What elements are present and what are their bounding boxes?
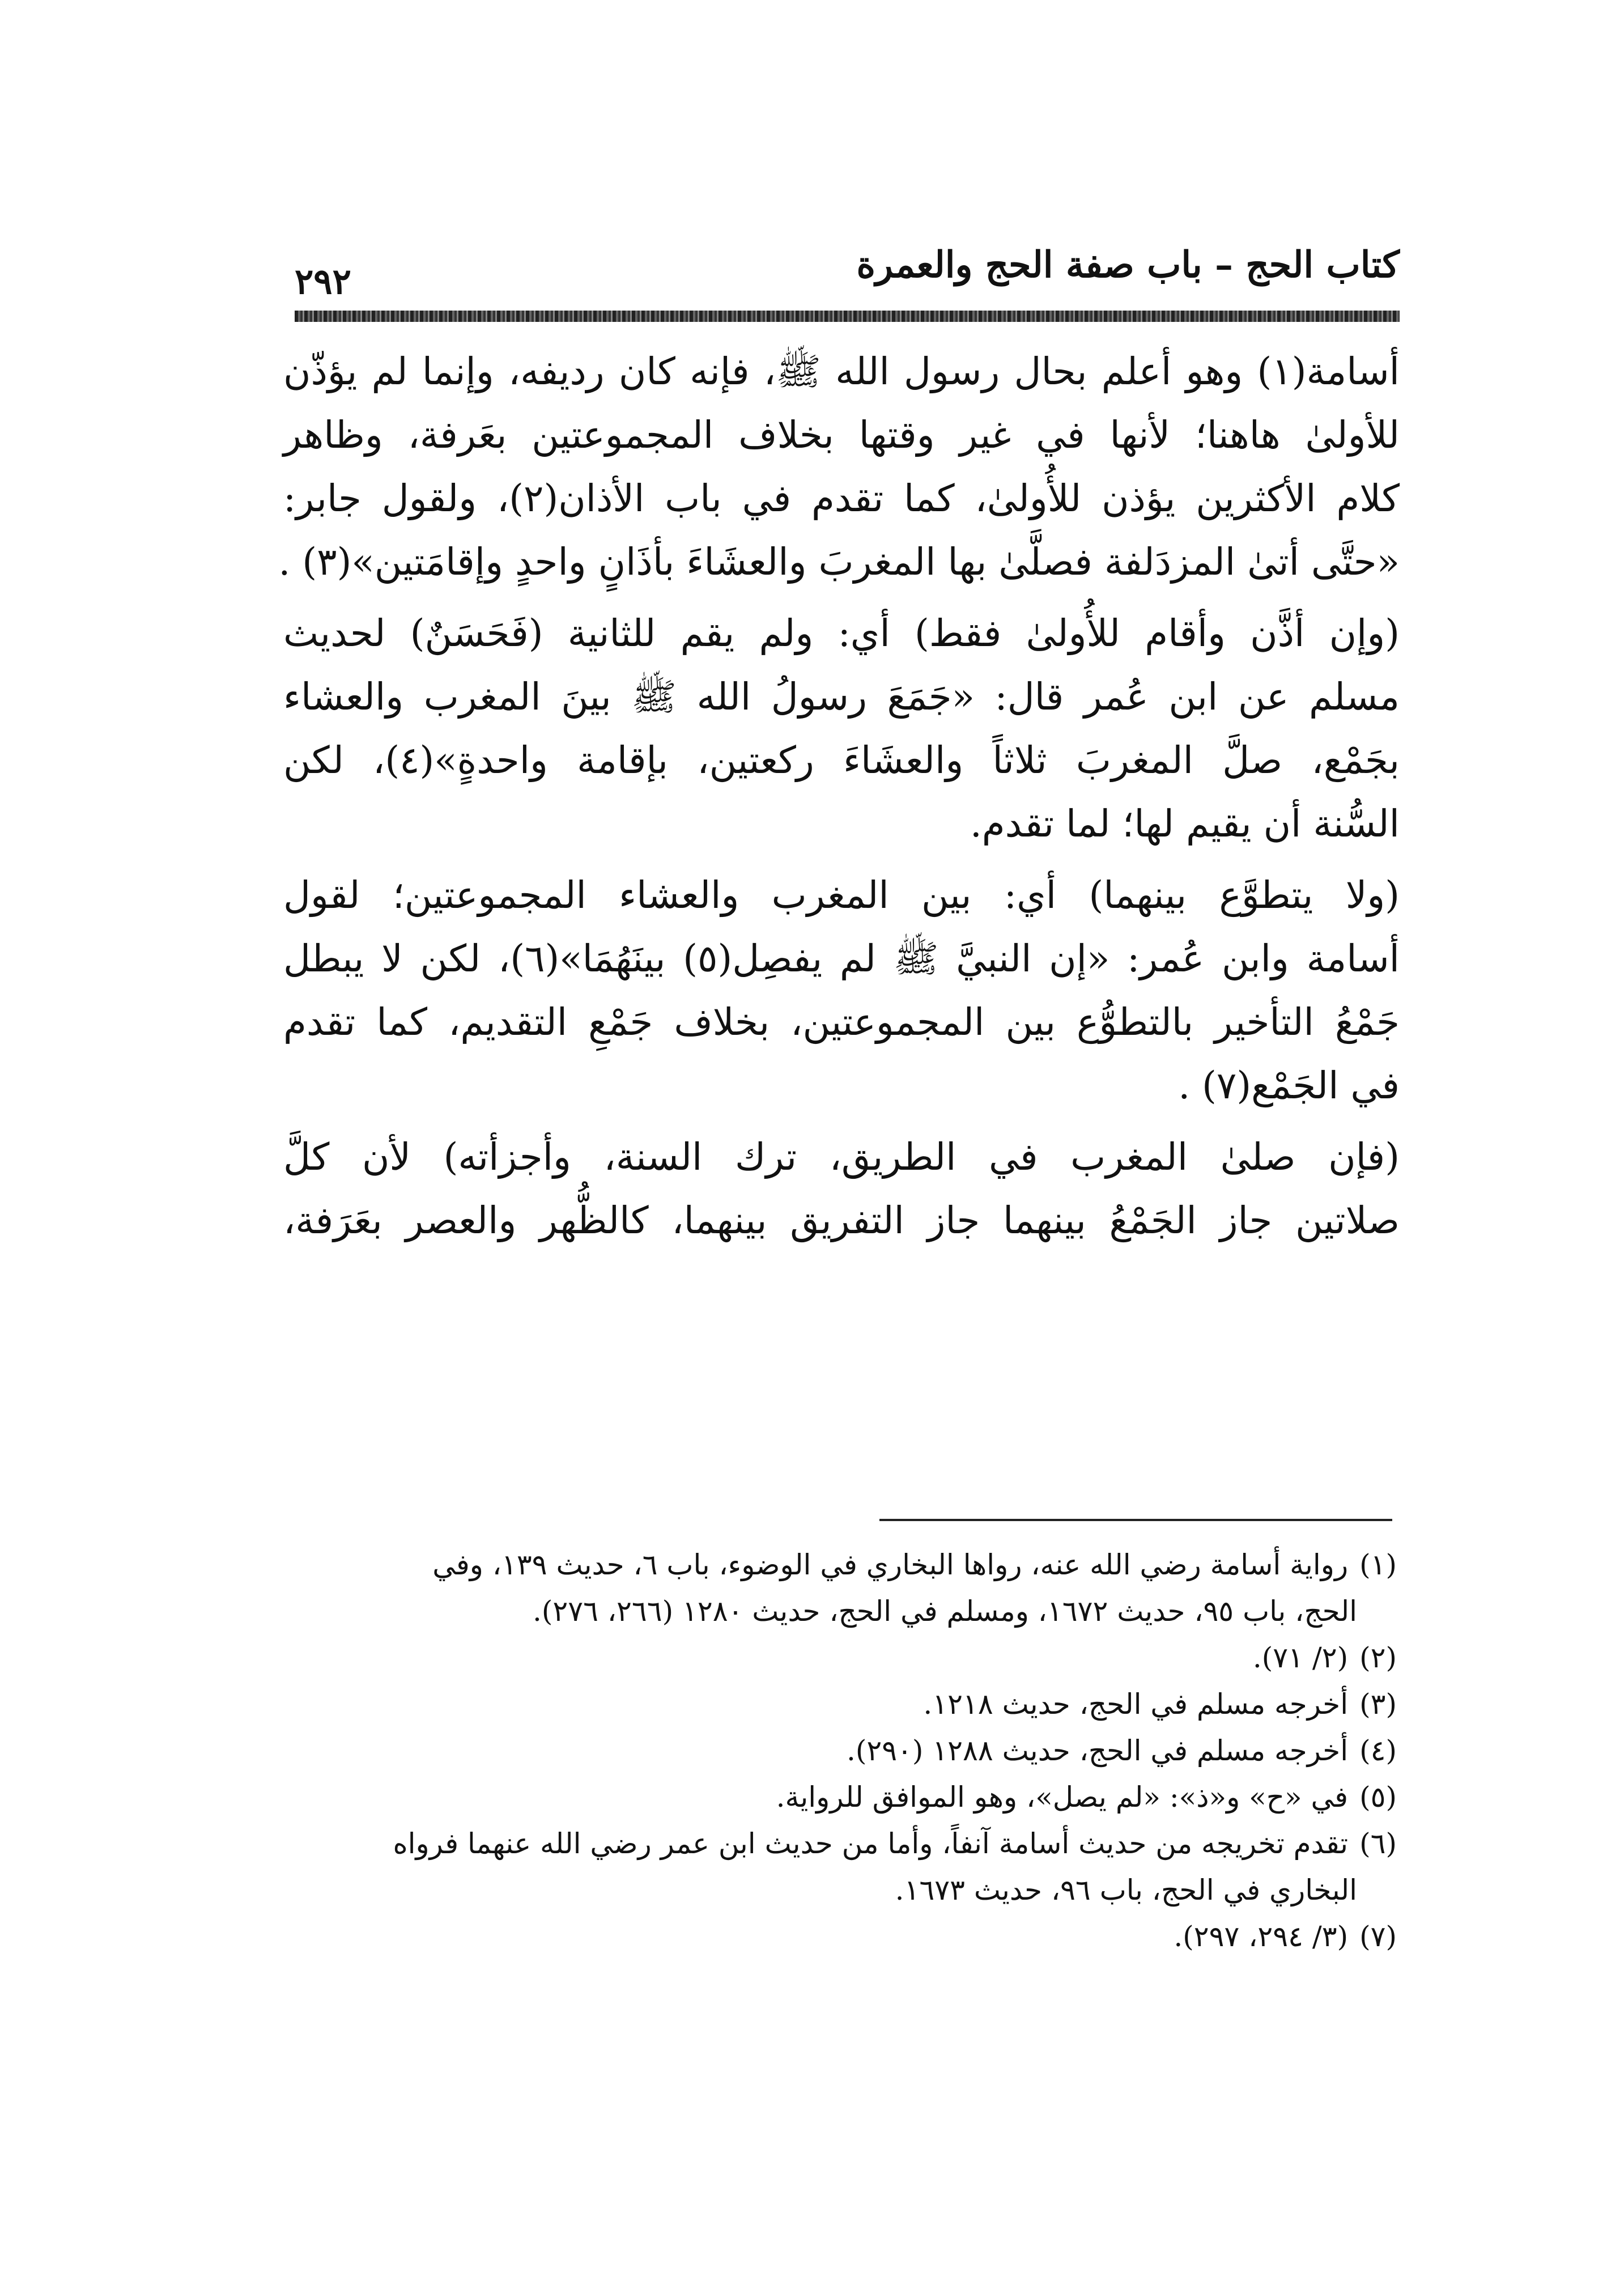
footnote-text: أخرجه مسلم في الحج، حديث ١٢٨٨ (٢٩٠). — [846, 1734, 1349, 1767]
main-text — [278, 340, 1400, 1260]
footnote-number: (٥) — [1359, 1781, 1397, 1814]
paragraph-4 — [283, 1126, 1400, 1252]
footnote-4 — [272, 1727, 1397, 1774]
footnote-1 — [272, 1542, 1397, 1588]
footnote-6 — [272, 1820, 1397, 1867]
footnote-number: (٣) — [1359, 1688, 1397, 1721]
footnotes — [272, 1542, 1397, 1960]
paragraph-3 — [283, 864, 1400, 1118]
footnote-text: (٢/ ٧١). — [1252, 1641, 1349, 1674]
paragraph-2 — [283, 602, 1400, 856]
text-line: أسامة(١) وهو أعلم بحال رسول الله ﷺ، فإنه كان رديفه، وإنما لم يؤذّن — [283, 350, 1400, 393]
footnote-3 — [272, 1681, 1397, 1727]
text-line: (فإن صلىٰ المغرب في الطريق، ترك السنة، وأجزأته) لأن كلَّ — [283, 1135, 1400, 1179]
text-line: (ولا يتطوَّع بينهما) أي: بين المغرب والعشاء المجموعتين؛ لقول — [283, 873, 1400, 917]
footnote-6-continued: البخاري في الحج، باب ٩٦، حديث ١٦٧٣. — [895, 1874, 1357, 1906]
footnote-text: (٣/ ٢٩٤، ٢٩٧). — [1174, 1920, 1349, 1953]
footnote-2 — [272, 1634, 1397, 1681]
header-rule — [295, 311, 1400, 322]
text-line: أسامة وابن عُمر: «إن النبيَّ ﷺ لم يفصِل(٥) بينَهُمَا»(٦)، لكن لا يبطل — [283, 937, 1400, 980]
footnote-5 — [272, 1774, 1397, 1820]
footnote-text: تقدم تخريجه من حديث أسامة آنفاً، وأما من حديث ابن عمر رضي الله عنهما فرواه — [393, 1827, 1349, 1860]
page-header — [295, 238, 1400, 306]
footnote-text: أخرجه مسلم في الحج، حديث ١٢١٨. — [923, 1688, 1349, 1721]
text-line: السُّنة أن يقيم لها؛ لما تقدم. — [970, 802, 1400, 846]
footnote-7 — [272, 1913, 1397, 1960]
text-line: بجَمْع، صلَّ المغربَ ثلاثاً والعشَاءَ ركعتين، بإقامة واحدةٍ»(٤)، لكن — [283, 738, 1400, 782]
text-line: جَمْعُ التأخير بالتطوُّع بين المجموعتين، بخلاف جَمْعِ التقديم، كما تقدم — [283, 1000, 1400, 1044]
text-line: (وإن أذَّن وأقام للأُولىٰ فقط) أي: ولم يقم للثانية (فَحَسَنٌ) لحديث — [283, 612, 1400, 655]
footnote-number: (٧) — [1359, 1920, 1397, 1953]
footnote-text: رواية أسامة رضي الله عنه، رواها البخاري في الوضوء، باب ٦، حديث ١٣٩، وفي — [432, 1548, 1349, 1581]
footnote-1-continued: الحج، باب ٩٥، حديث ١٦٧٢، ومسلم في الحج، حديث ١٢٨٠ (٢٦٦، ٢٧٦). — [532, 1595, 1357, 1628]
paragraph-1 — [278, 340, 1400, 594]
text-line: للأولىٰ هاهنا؛ لأنها في غير وقتها بخلاف المجموعتين بعَرفة، وظاهر — [283, 413, 1400, 457]
text-line: مسلم عن ابن عُمر قال: «جَمَعَ رسولُ الله ﷺ بينَ المغرب والعشاء — [283, 675, 1400, 719]
text-line: في الجَمْع(٧) . — [1178, 1064, 1400, 1107]
page-number: ٢٩٢ — [295, 261, 351, 302]
text-line: «حتَّى أتىٰ المزدَلفة فصلَّىٰ بها المغربَ والعشَاءَ بأذَانٍ واحدٍ وإقامَتين»(٣) . — [278, 540, 1400, 584]
footnote-text: في «ح» و«ذ»: «لم يصل»، وهو الموافق للرواية. — [776, 1781, 1349, 1814]
text-line: صلاتين جاز الجَمْعُ بينهما جاز التفريق بينهما، كالظُّهر والعصر بعَرَفة، — [283, 1199, 1400, 1242]
footnote-number: (١) — [1359, 1548, 1397, 1581]
footnote-number: (٤) — [1359, 1734, 1397, 1767]
running-title: كتاب الحج – باب صفة الحج والعمرة — [856, 244, 1400, 286]
footnote-rule — [879, 1519, 1392, 1521]
footnote-number: (٦) — [1359, 1827, 1397, 1860]
text-line: كلام الأكثرين يؤذن للأُولىٰ، كما تقدم في باب الأذان(٢)، ولقول جابر: — [283, 477, 1400, 520]
footnote-number: (٢) — [1359, 1641, 1397, 1674]
